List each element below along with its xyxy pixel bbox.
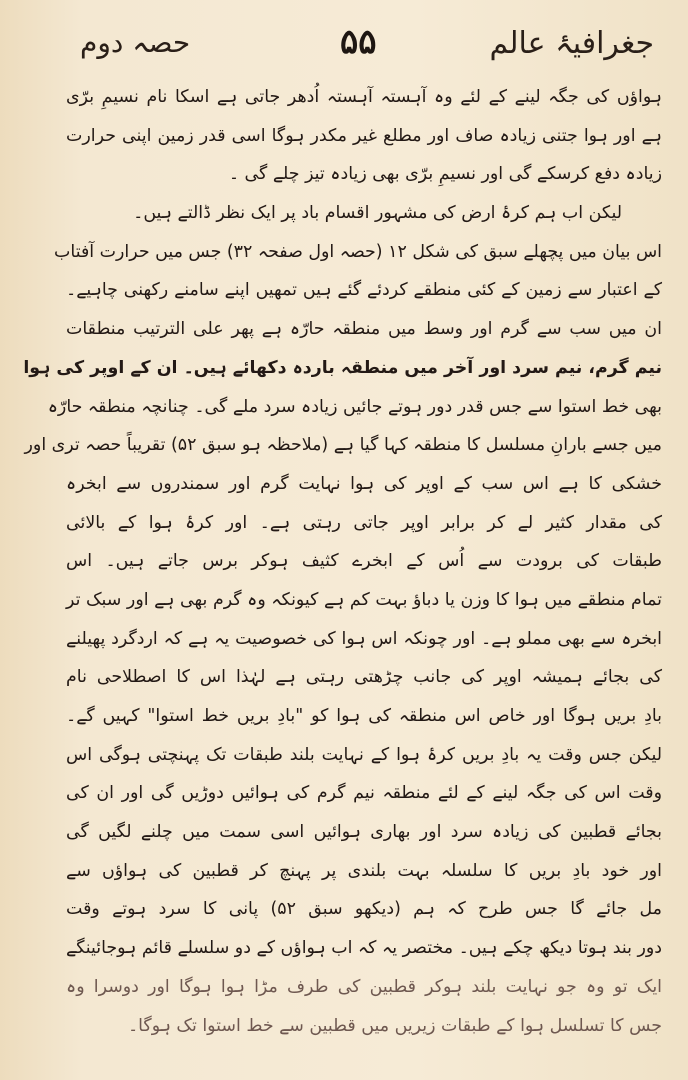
text-line: کی مقدار کثیر لے کر برابر اوپر جاتی رہتی ہے۔ اور کرۂ ہوا کے بالائی xyxy=(66,512,662,533)
text-line: لیکن اب ہم کرۂ ارض کی مشہور اقسام باد پر ایک نظر ڈالتے ہیں۔ xyxy=(133,203,622,224)
text-line: ایک تو وہ جو نہایت بلند ہوکر قطبین کی طرف مڑا ہوا ہوگا اور دوسرا وہ xyxy=(66,976,662,997)
text-line: ہواؤں کی جگہ لینے کے لئے وہ آہستہ آہستہ اُدھر جاتی ہے اسکا نام نسیمِ برّی xyxy=(66,87,662,107)
text-line: میں جسے بارانِ مسلسل کا منطقہ کہا گیا ہے (ملاحظہ ہو سبق ۵۲) تقریباً حصہ تری اور xyxy=(24,435,662,456)
text-line: بھی خط استوا سے جس قدر دور ہوتے جائیں زیادہ سرد ملے گی۔ چنانچہ منطقہ حارّہ xyxy=(47,396,662,417)
text-line: اس بیان میں پچھلے سبق کی شکل ۱۲ (حصہ اول صفحہ ۳۲) جس میں حرارت آفتاب xyxy=(54,241,662,262)
text-line: دور بند ہوتا دیکھ چکے ہیں۔ مختصر یہ کہ اب ہواؤں کے دو سلسلے قائم ہوجائینگے xyxy=(66,938,662,959)
text-line: زیادہ دفع کرسکے گی اور نسیمِ برّی بھی زیادہ تیز چلے گی ۔ xyxy=(228,164,662,185)
body-text xyxy=(23,86,662,1076)
text-line: ہے اور ہوا جتنی زیادہ صاف اور مطلع غیر مکدر ہوگا اسی قدر زمین اپنی حرارت xyxy=(66,125,662,146)
page-header xyxy=(0,18,688,78)
text-line: مل جائے گا جس طرح کہ ہم (دیکھو سبق ۵۲) پانی کا سرد ہوتے وقت xyxy=(66,899,662,920)
text-line: طبقات کی برودت سے اُس کے ابخرے کثیف ہوکر برس جاتے ہیں۔ اس xyxy=(66,551,662,572)
text-line: ابخرہ سے بھی مملو ہے۔ اور چونکہ اس ہوا کی خصوصیت یہ ہے کہ اردگرد پھیلنے xyxy=(66,628,662,649)
text-line: وقت اس کی جگہ لینے کے لئے منطقہ نیم گرم کی ہوائیں دوڑیں گی اور ان کی xyxy=(66,783,662,804)
text-line: لیکن جس وقت یہ بادِ بریں کرۂ ہوا کے نہایت بلند طبقات تک پہنچتی ہوگی اس xyxy=(66,744,662,765)
page-number: ۵۵ xyxy=(340,22,377,62)
text-line: بجائے قطبین کی زیادہ سرد اور بھاری ہوائیں اسی سمت میں چلنے لگیں گی xyxy=(66,822,662,843)
text-line: تمام منطقے میں ہوا کا وزن یا دباؤ بہت کم ہے کیونکہ وہ گرم بھی ہے اور سبک تر xyxy=(66,589,662,610)
part-label: حصہ دوم xyxy=(80,26,191,59)
text-line: خشکی کا ہے اس سب کے اوپر کی ہوا نہایت گرم اور سمندروں سے ابخرہ xyxy=(66,473,662,494)
text-line: ان میں سب سے گرم اور وسط میں منطقہ حارّہ ہے پھر علی الترتیب منطقات xyxy=(66,319,662,340)
text-line: نیم گرم، نیم سرد اور آخر میں منطقہ باردہ دکھائے ہیں۔ ان کے اوپر کی ہوا xyxy=(23,357,662,378)
text-line: کی بجائے ہمیشہ اوپر کی جانب چڑھتی رہتی ہے لہٰذا اس کا اصطلاحی نام xyxy=(66,667,662,688)
text-line: جس کا تسلسل ہوا کے طبقات زیریں میں قطبین سے خط استوا تک ہوگا۔ xyxy=(127,1015,662,1036)
text-line: بادِ بریں ہوگا اور خاص اس منطقہ کی ہوا کو "بادِ بریں خط استوا" کہیں گے۔ xyxy=(66,706,662,726)
text-line: کے اعتبار سے زمین کے کئی منطقے کردئے گئے ہیں تمھیں اپنے سامنے رکھنی چاہیے۔ xyxy=(66,280,662,301)
book-title: جغرافیۂ عالم xyxy=(489,26,654,61)
text-line: اور خود بادِ بریں کا سلسلہ بہت بلندی پر پہنچ کر قطبین کی ہواؤں سے xyxy=(66,860,662,881)
